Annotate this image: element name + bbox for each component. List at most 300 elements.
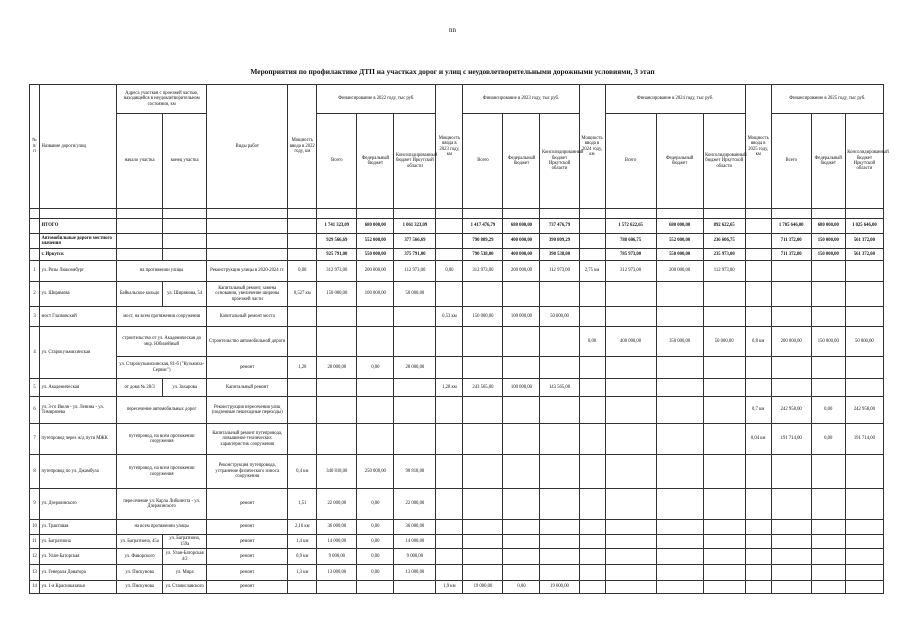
cell-consolidated-2023 — [540, 565, 579, 581]
header-fin-2023: Финансирование в 2023 году, тыс руб. — [463, 85, 579, 114]
cell-total-2022 — [317, 424, 357, 455]
cell-total-2025 — [771, 520, 811, 535]
cell-capacity — [579, 249, 605, 261]
cell-capacity — [745, 249, 771, 261]
cell-capacity-2024 — [579, 379, 605, 397]
cell-federal-2023: 100 000,00 — [503, 379, 540, 397]
cell-start: ул. Старокузьмихинская, 81-б ("Кузьмиха-Сервис") — [117, 357, 207, 379]
summary-value: 561 372,00 — [845, 249, 883, 261]
cell-total-2023: 150 000,00 — [463, 307, 503, 327]
cell-total-2022: 13 000,00 — [317, 565, 357, 581]
summary-label: г. Иркутск — [40, 249, 117, 261]
cell-consolidated-2025 — [845, 455, 883, 489]
cell-capacity-2022 — [288, 424, 317, 455]
cell-capacity — [436, 234, 463, 249]
cell-consolidated-2022: 14 000,00 — [394, 535, 436, 549]
cell-capacity-2022 — [288, 327, 317, 357]
cell-road: ул. Розы Люксембург — [40, 261, 117, 282]
cell-federal-2024: 200 000,00 — [656, 261, 703, 282]
table-row — [30, 489, 884, 520]
cell-works: Реконструкция пересечения улиц (подземные пешеходные переходы) — [207, 397, 288, 424]
summary-value: 390 538,00 — [540, 249, 579, 261]
header-addr-start: начало участка — [117, 114, 163, 209]
cell-consolidated-2022: 9 000,00 — [394, 549, 436, 565]
cell-total-2024 — [605, 424, 656, 455]
cell-works: ремонт — [207, 565, 288, 581]
summary-value: 561 372,00 — [845, 234, 883, 249]
table-row — [30, 379, 884, 397]
cell-capacity-2022: 0,00 — [288, 261, 317, 282]
cell-consolidated-2022: 112 973,00 — [394, 261, 436, 282]
cell-capacity-2025 — [745, 520, 771, 535]
cell-consolidated-2025 — [845, 535, 883, 549]
cell-start: от дома № 28/3 — [117, 379, 163, 397]
cell-federal-2023: 100 000,00 — [503, 307, 540, 327]
table-row — [30, 549, 884, 565]
cell-total-2025 — [771, 581, 811, 594]
cell-capacity-2022 — [288, 397, 317, 424]
cell-consolidated-2024 — [703, 397, 745, 424]
cell-federal-2023 — [503, 357, 540, 379]
cell-consolidated-2022: 22 000,00 — [394, 489, 436, 520]
cell-capacity-2024 — [579, 535, 605, 549]
cell-works: ремонт — [207, 535, 288, 549]
cell-federal-2022: 250 000,00 — [357, 455, 394, 489]
summary-value: 377 566,69 — [394, 234, 436, 249]
cell-consolidated-2022 — [394, 307, 436, 327]
cell-federal-2023 — [503, 455, 540, 489]
cell-total-2023: 243 565,00 — [463, 379, 503, 397]
cell-federal-2024 — [656, 307, 703, 327]
cell-capacity-2022: 1,20 — [288, 357, 317, 379]
cell-federal-2022: 0,00 — [357, 489, 394, 520]
cell-n — [30, 219, 40, 234]
summary-value: 680 000,00 — [357, 219, 394, 234]
cell-consolidated-2024 — [703, 424, 745, 455]
cell-capacity — [745, 234, 771, 249]
cell-consolidated-2024 — [703, 357, 745, 379]
header-federal-2022: Федеральный бюджет — [357, 114, 394, 209]
header-addr-group: Адреса участков с проезжей частью, находящейся в неудовлетворительном состоянии, км — [117, 85, 207, 114]
cell-total-2023 — [463, 424, 503, 455]
cell-n — [30, 234, 40, 249]
cell-n: 9 — [30, 489, 40, 520]
cell-total-2025 — [771, 489, 811, 520]
summary-value: 790 538,00 — [463, 249, 503, 261]
cell-capacity-2023: 1,28 км — [436, 379, 463, 397]
table-row — [30, 397, 884, 424]
cell-capacity-2025: 0,7 км — [745, 397, 771, 424]
summary-value: 1 061 323,09 — [394, 219, 436, 234]
cell-consolidated-2025 — [845, 549, 883, 565]
cell-consolidated-2023 — [540, 455, 579, 489]
cell-total-2022 — [317, 307, 357, 327]
cell-capacity-2024 — [579, 307, 605, 327]
cell-total-2025 — [771, 282, 811, 307]
cell-federal-2022: 200 000,00 — [357, 261, 394, 282]
cell-capacity-2023 — [436, 535, 463, 549]
cell-federal-2023 — [503, 424, 540, 455]
header-federal-2024: Федеральный бюджет — [656, 114, 703, 209]
cell-road: ул. Улан-Баторская — [40, 549, 117, 565]
cell-federal-2024 — [656, 581, 703, 594]
table-row — [30, 535, 884, 549]
cell-start — [117, 234, 163, 249]
cell-total-2025: 200 000,00 — [771, 327, 811, 357]
cell-total-2022 — [317, 379, 357, 397]
header-road: Название дороги/улиц — [40, 85, 117, 209]
cell-capacity-2023 — [436, 327, 463, 357]
header-total-2025: Всего — [771, 114, 811, 209]
cell-n: 3 — [30, 307, 40, 327]
summary-label: Автомобильные дороги местного значения — [40, 234, 117, 249]
cell-start: на всем протяжении улицы — [117, 520, 207, 535]
cell-consolidated-2022 — [394, 397, 436, 424]
cell-n: 14 — [30, 581, 40, 594]
cell-federal-2023: 0,00 — [503, 581, 540, 594]
cell-works — [207, 249, 288, 261]
cell-federal-2024 — [656, 489, 703, 520]
cell-start: ул. Багратиона, 45а — [117, 535, 163, 549]
cell-works: ремонт — [207, 357, 288, 379]
cell-n: 4 — [30, 327, 40, 379]
cell-total-2022: 150 000,00 — [317, 282, 357, 307]
header-federal-2025: Федеральный бюджет — [811, 114, 845, 209]
table-row — [30, 327, 884, 357]
cell-total-2024 — [605, 489, 656, 520]
cell-federal-2022 — [357, 307, 394, 327]
summary-value: 550 000,00 — [357, 249, 394, 261]
cell-works — [207, 219, 288, 234]
cell-end — [163, 249, 207, 261]
cell-n: 5 — [30, 379, 40, 397]
summary-value: 790 809,29 — [463, 234, 503, 249]
cell-federal-2025 — [811, 535, 845, 549]
cell-capacity-2022: 0,4 км — [288, 455, 317, 489]
cell-end: ул. Багратиона, 159а — [163, 535, 207, 549]
cell-total-2024: 312 973,00 — [605, 261, 656, 282]
cell-consolidated-2025: 242 958,00 — [845, 397, 883, 424]
table-row — [30, 282, 884, 307]
cell-total-2023 — [463, 455, 503, 489]
cell-federal-2023 — [503, 549, 540, 565]
cell-federal-2025 — [811, 581, 845, 594]
cell-capacity-2025 — [745, 581, 771, 594]
cell-n: 8 — [30, 455, 40, 489]
cell-start: пересечение автомобильных дорог — [117, 397, 207, 424]
cell-total-2024 — [605, 282, 656, 307]
cell-total-2025 — [771, 549, 811, 565]
cell-total-2024 — [605, 520, 656, 535]
header-total-2022: Всего — [317, 114, 357, 209]
summary-value: 552 000,00 — [357, 234, 394, 249]
cell-capacity-2023 — [436, 282, 463, 307]
cell-works: ремонт — [207, 489, 288, 520]
cell-consolidated-2025 — [845, 489, 883, 520]
cell-capacity-2023 — [436, 424, 463, 455]
header-consolidated-2023: Консолидированный бюджет Иркутской области — [540, 114, 579, 209]
table-row — [30, 307, 884, 327]
cell-n: 10 — [30, 520, 40, 535]
cell-consolidated-2025: 191 714,00 — [845, 424, 883, 455]
cell-start: путепровод, на всем протяжении сооружения — [117, 424, 207, 455]
cell-federal-2025: 0,00 — [811, 424, 845, 455]
cell-federal-2022 — [357, 424, 394, 455]
cell-consolidated-2024 — [703, 565, 745, 581]
cell-n: 7 — [30, 424, 40, 455]
header-fin-2025: Финансирование в 2025 году, тыс руб. — [771, 85, 883, 114]
cell-consolidated-2023: 19 000,00 — [540, 581, 579, 594]
cell-start: ул. Пискунова — [117, 581, 163, 594]
summary-value: 1 741 323,09 — [317, 219, 357, 234]
cell-road: ул. Академическая — [40, 379, 117, 397]
cell-total-2022: 22 000,00 — [317, 489, 357, 520]
cell-consolidated-2025 — [845, 581, 883, 594]
cell-n: 1 — [30, 261, 40, 282]
cell-consolidated-2024 — [703, 379, 745, 397]
cell-capacity-2025 — [745, 455, 771, 489]
cell-start: ул. Фаворского — [117, 549, 163, 565]
cell-works: Капитальный ремонт моста — [207, 307, 288, 327]
cell-federal-2025 — [811, 565, 845, 581]
cell-capacity-2022: 1,3 км — [288, 565, 317, 581]
summary-value: 737 476,79 — [540, 219, 579, 234]
cell-consolidated-2024 — [703, 535, 745, 549]
header-consolidated-2022: Консолидированный бюджет Иркутской области — [394, 114, 436, 209]
cell-consolidated-2024 — [703, 455, 745, 489]
cell-federal-2023 — [503, 397, 540, 424]
cell-end: ул. Улан-Баторская 4/2 — [163, 549, 207, 565]
cell-federal-2023 — [503, 489, 540, 520]
cell-consolidated-2024: 112 973,00 — [703, 261, 745, 282]
cell-federal-2025 — [811, 489, 845, 520]
cell-total-2025 — [771, 565, 811, 581]
cell-end: ул. Станиславского — [163, 581, 207, 594]
cell-total-2023 — [463, 327, 503, 357]
cell-federal-2024 — [656, 565, 703, 581]
table-row — [30, 565, 884, 581]
header-cap-2024: Мощность ввода в 2024 году, км — [579, 85, 605, 209]
cell-works: ремонт — [207, 520, 288, 535]
table-row — [30, 455, 884, 489]
summary-value: 235 973,00 — [703, 249, 745, 261]
cell-capacity — [436, 219, 463, 234]
cell-capacity-2024: 2,75 км — [579, 261, 605, 282]
cell-total-2024: 400 000,00 — [605, 327, 656, 357]
table-row — [30, 581, 884, 594]
cell-consolidated-2024 — [703, 549, 745, 565]
cell-federal-2022: 100 000,00 — [357, 282, 394, 307]
measures-table — [29, 84, 889, 594]
header-cap-2023: Мощность ввода в 2023 году, км — [436, 85, 463, 209]
cell-total-2025 — [771, 535, 811, 549]
cell-capacity-2022: 0,9 км — [288, 549, 317, 565]
cell-total-2024 — [605, 581, 656, 594]
table-row — [30, 520, 884, 535]
cell-total-2024 — [605, 397, 656, 424]
cell-capacity-2022: 1,4 км — [288, 535, 317, 549]
cell-start: строительство от ул. Академическая до мкр. Юбилейный — [117, 327, 207, 357]
summary-value: 711 372,00 — [771, 249, 811, 261]
cell-capacity-2022 — [288, 581, 317, 594]
cell-road: ул. Дзержинского — [40, 489, 117, 520]
cell-consolidated-2025 — [845, 565, 883, 581]
summary-value: 1 705 646,00 — [771, 219, 811, 234]
cell-consolidated-2023 — [540, 549, 579, 565]
cell-total-2024 — [605, 307, 656, 327]
cell-total-2022: 9 000,00 — [317, 549, 357, 565]
cell-capacity-2023 — [436, 357, 463, 379]
cell-road: ул. Багратиона — [40, 535, 117, 549]
cell-federal-2022: 0,00 — [357, 357, 394, 379]
cell-end: ул. Мира — [163, 565, 207, 581]
cell-capacity-2025 — [745, 535, 771, 549]
cell-consolidated-2025 — [845, 357, 883, 379]
cell-capacity-2023 — [436, 489, 463, 520]
cell-federal-2025 — [811, 549, 845, 565]
cell-total-2024 — [605, 455, 656, 489]
document-title: Мероприятия по профилактике ДТП на участках дорог и улиц с неудовлетворительными дорожными условиями, 3 этап — [250, 67, 655, 76]
header-total-2024: Всего — [605, 114, 656, 209]
header-cap-2022: Мощность ввода в 2022 году, км — [288, 85, 317, 209]
cell-road: ул. Ширямова — [40, 282, 117, 307]
cell-works: Капитальный ремонт путепровода, повышение технических характеристик сооружения — [207, 424, 288, 455]
cell-works — [207, 234, 288, 249]
page-number: nn — [449, 26, 456, 34]
cell-capacity — [436, 249, 463, 261]
summary-value: 236 606,75 — [703, 234, 745, 249]
cell-federal-2025 — [811, 520, 845, 535]
cell-road: ул. Старокузьмихинская — [40, 327, 117, 379]
cell-consolidated-2023 — [540, 282, 579, 307]
cell-works: Реконструкция путепровода, устранение физического износа сооружения — [207, 455, 288, 489]
cell-federal-2022 — [357, 327, 394, 357]
cell-works: Строительство автомобильной дороги — [207, 327, 288, 357]
cell-federal-2024 — [656, 535, 703, 549]
header-consolidated-2025: Консолидированный бюджет Иркутской области — [845, 114, 883, 209]
table-spacer-row — [30, 209, 884, 219]
cell-consolidated-2023 — [540, 327, 579, 357]
cell-federal-2024 — [656, 379, 703, 397]
cell-total-2025 — [771, 379, 811, 397]
header-cap-2025: Мощность ввода в 2025 году, км — [745, 85, 771, 209]
cell-works: Капитальный ремонт — [207, 379, 288, 397]
cell-road: мост Глазковский — [40, 307, 117, 327]
cell-federal-2024: 350 000,00 — [656, 327, 703, 357]
summary-value: 680 000,00 — [811, 219, 845, 234]
cell-capacity-2024 — [579, 565, 605, 581]
cell-consolidated-2022 — [394, 379, 436, 397]
cell-total-2023 — [463, 282, 503, 307]
cell-capacity-2025 — [745, 565, 771, 581]
cell-total-2022 — [317, 397, 357, 424]
cell-consolidated-2022: 13 000,00 — [394, 565, 436, 581]
cell-total-2023 — [463, 520, 503, 535]
cell-road: путепровод через ж/д пути МЖК — [40, 424, 117, 455]
cell-consolidated-2022: 90 818,00 — [394, 455, 436, 489]
cell-consolidated-2023 — [540, 520, 579, 535]
cell-total-2023: 19 000,00 — [463, 581, 503, 594]
cell-works: ремонт — [207, 549, 288, 565]
summary-value: 785 973,00 — [605, 249, 656, 261]
cell-n: 2 — [30, 282, 40, 307]
cell-consolidated-2025: 50 000,00 — [845, 327, 883, 357]
cell-total-2023 — [463, 565, 503, 581]
cell-n: 12 — [30, 549, 40, 565]
summary-value: 892 622,65 — [703, 219, 745, 234]
cell-federal-2023 — [503, 565, 540, 581]
cell-total-2022 — [317, 581, 357, 594]
summary-row-roads — [30, 234, 884, 249]
cell-total-2024 — [605, 535, 656, 549]
summary-value: 680 000,00 — [656, 219, 703, 234]
cell-n: 6 — [30, 397, 40, 424]
cell-consolidated-2023 — [540, 489, 579, 520]
table-row — [30, 261, 884, 282]
cell-total-2023: 312 973,00 — [463, 261, 503, 282]
cell-capacity-2025: 0,04 км — [745, 424, 771, 455]
cell-federal-2025 — [811, 357, 845, 379]
cell-consolidated-2022 — [394, 424, 436, 455]
cell-capacity-2024 — [579, 549, 605, 565]
cell-start: пересечение ул. Карла Либкнехта - ул. Дзержинского — [117, 489, 207, 520]
cell-capacity-2022 — [288, 307, 317, 327]
cell-federal-2023 — [503, 327, 540, 357]
cell-capacity-2024 — [579, 282, 605, 307]
cell-capacity — [579, 234, 605, 249]
cell-capacity-2022: 1,51 — [288, 489, 317, 520]
summary-value: 925 791,00 — [317, 249, 357, 261]
cell-consolidated-2022: 28 000,00 — [394, 357, 436, 379]
cell-capacity-2025 — [745, 357, 771, 379]
cell-federal-2023: 200 000,00 — [503, 261, 540, 282]
cell-start: путепровод, на всем протяжении сооружения — [117, 455, 207, 489]
summary-value: 552 000,00 — [656, 234, 703, 249]
cell-capacity — [288, 234, 317, 249]
summary-label: ИТОГО — [40, 219, 117, 234]
cell-n: 11 — [30, 535, 40, 549]
cell-consolidated-2024: 50 000,00 — [703, 327, 745, 357]
summary-value: 150 000,00 — [811, 234, 845, 249]
cell-works: Реконструкция улицы в 2020-2024 гг. — [207, 261, 288, 282]
header-n: № п/п — [30, 85, 40, 209]
cell-consolidated-2025 — [845, 379, 883, 397]
cell-capacity-2022 — [288, 379, 317, 397]
cell-consolidated-2022: 36 000,00 — [394, 520, 436, 535]
cell-consolidated-2023 — [540, 424, 579, 455]
cell-consolidated-2023: 50 000,00 — [540, 307, 579, 327]
cell-federal-2024 — [656, 357, 703, 379]
summary-value: 680 000,00 — [503, 219, 540, 234]
cell-consolidated-2025 — [845, 282, 883, 307]
cell-federal-2024 — [656, 282, 703, 307]
cell-federal-2024 — [656, 455, 703, 489]
header-fin-2022: Финансирование в 2022 году, тыс руб. — [317, 85, 436, 114]
cell-start — [117, 249, 163, 261]
cell-capacity-2023: 0,53 км — [436, 307, 463, 327]
cell-end: ул. Ширямова, 54 — [163, 282, 207, 307]
cell-capacity-2025 — [745, 261, 771, 282]
cell-capacity-2023 — [436, 397, 463, 424]
summary-value: 400 000,00 — [503, 234, 540, 249]
cell-federal-2023 — [503, 520, 540, 535]
cell-consolidated-2025 — [845, 307, 883, 327]
cell-capacity-2025: 0,8 км — [745, 327, 771, 357]
cell-capacity-2024: 0,00 — [579, 327, 605, 357]
cell-federal-2025 — [811, 379, 845, 397]
cell-federal-2025: 150 000,00 — [811, 327, 845, 357]
cell-road: ул. Генерала Доватора — [40, 565, 117, 581]
